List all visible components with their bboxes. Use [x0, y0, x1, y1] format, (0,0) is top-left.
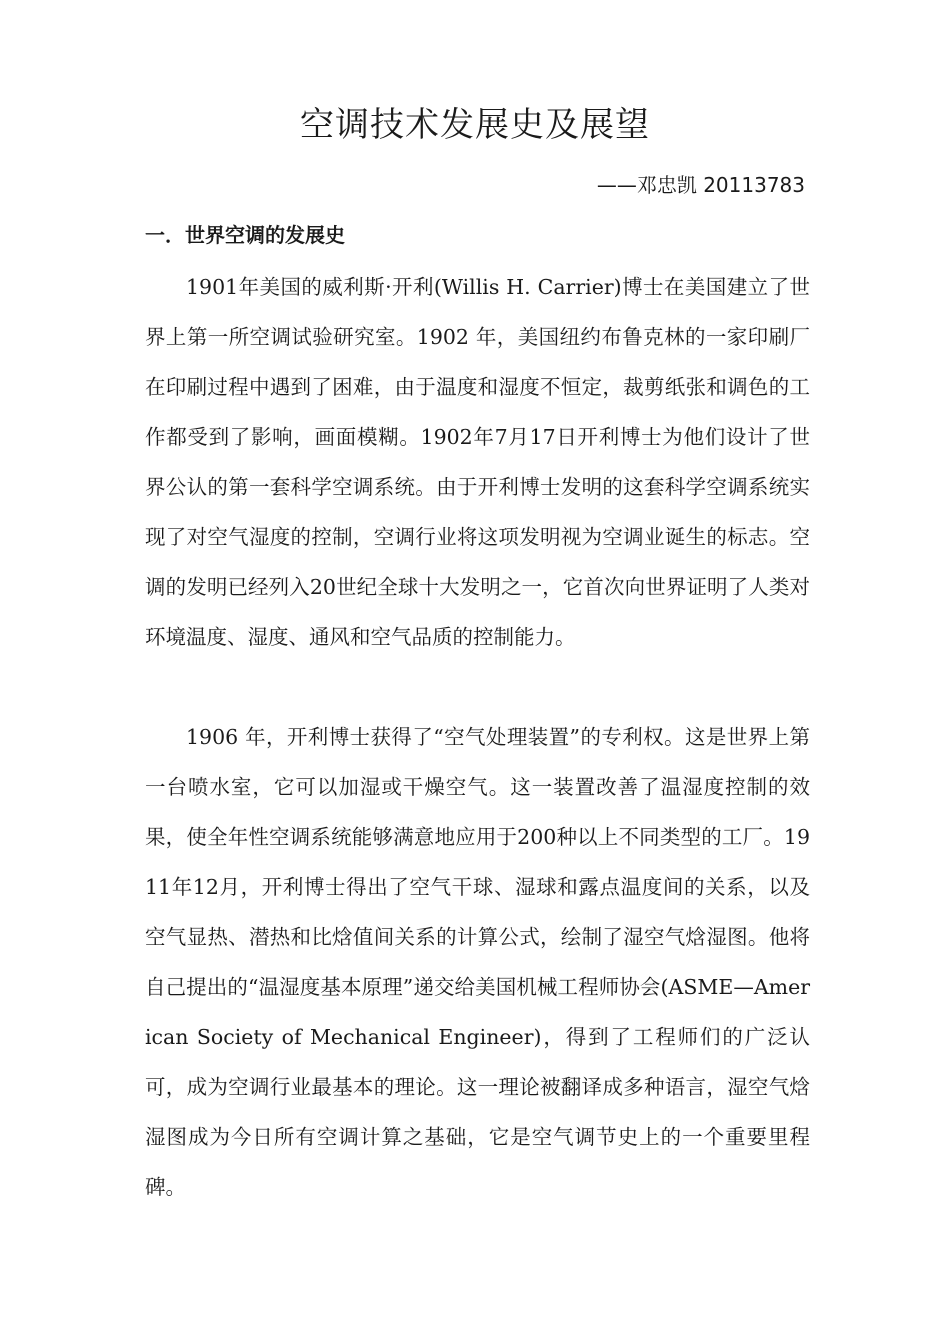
author-byline: ——邓忠凯 20113783 — [596, 173, 805, 197]
section-heading: 一．世界空调的发展史 — [145, 223, 345, 247]
body-paragraph-2: 1906 年，开利博士获得了“空气处理装置”的专利权。这是世界上第一台喷水室，它可以加湿或干燥空气。这一装置改善了温湿度控制的效果，使全年性空调系统能够满意地应用于200种以上不同类型的工厂。1911年12月，开利博士得出了空气干球、湿球和露点温度间的关系，以及空气显热、潜热和比焓值间关系的计算公式，绘制了湿空气焓湿图。他将自己提出的“温湿度基本原理”递交给美国机械工程师协会(ASME—American Society of Mechanical Engineer)，得到了工程师们的广泛认可，成为空调行业最基本的理论。这一理论被翻译成多种语言，湿空气焓湿图成为今日所有空调计算之基础，它是空气调节史上的一个重要里程碑。 — [145, 725, 810, 1199]
document-title: 空调技术发展史及展望 — [300, 105, 650, 145]
body-paragraph-1: 1901年美国的威利斯·开利(Willis H. Carrier)博士在美国建立了世界上第一所空调试验研究室。1902 年，美国纽约布鲁克林的一家印刷厂在印刷过程中遇到了困难，由于温度和湿度不恒定，裁剪纸张和调色的工作都受到了影响，画面模糊。1902年7月17日开利博士为他们设计了世界公认的第一套科学空调系统。由于开利博士发明的这套科学空调系统实现了对空气湿度的控制，空调行业将这项发明视为空调业诞生的标志。空调的发明已经列入20世纪全球十大发明之一，它首次向世界证明了人类对环境温度、湿度、通风和空气品质的控制能力。 — [145, 275, 810, 649]
